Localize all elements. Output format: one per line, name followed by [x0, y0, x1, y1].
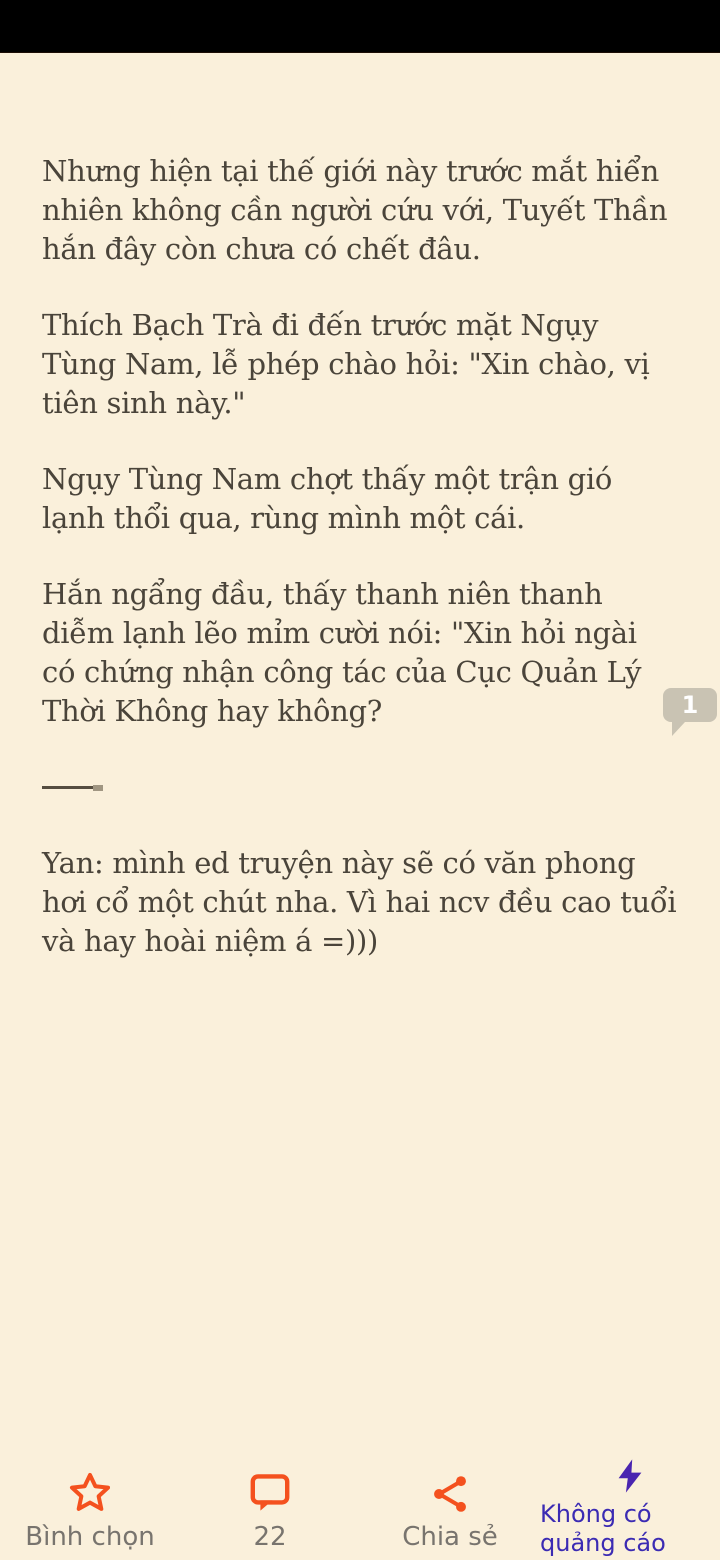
story-paragraph: Yan: mình ed truyện này sẽ có văn phong hơi cổ một chút nha. Vì hai ncv đều cao tuổi và hay hoài niệm á =)))	[42, 846, 677, 958]
section-divider	[42, 768, 678, 807]
no-ads-label: Không có quảng cáo	[540, 1500, 666, 1557]
share-label: Chia sẻ	[402, 1522, 498, 1552]
story-paragraph: Thích Bạch Trà đi đến trước mặt Ngụy Tùng Nam, lễ phép chào hỏi: "Xin chào, vị tiên sinh này."	[42, 308, 650, 420]
comment-count: 22	[253, 1522, 287, 1552]
story-paragraph: Nhưng hiện tại thế giới này trước mắt hiển nhiên không cần người cứu với, Tuyết Thần hắn đây còn chưa có chết đâu.	[42, 154, 668, 266]
vote-button[interactable]	[0, 1470, 180, 1560]
share-icon	[428, 1472, 472, 1516]
story-paragraph: Ngụy Tùng Nam chợt thấy một trận gió lạnh thổi qua, rùng mình một cái.	[42, 462, 613, 535]
story-content	[0, 52, 720, 998]
bottom-toolbar	[0, 1440, 720, 1560]
section-divider-line	[42, 786, 94, 789]
no-ads-button[interactable]	[540, 1457, 720, 1560]
lightning-bolt-icon	[611, 1457, 649, 1495]
comment-bubble-icon	[246, 1468, 294, 1516]
comments-button[interactable]	[180, 1468, 360, 1560]
status-bar	[0, 0, 720, 53]
inline-comment-badge[interactable]	[663, 688, 717, 722]
section-divider-cap	[93, 785, 103, 791]
vote-label: Bình chọn	[25, 1522, 155, 1552]
share-button[interactable]	[360, 1472, 540, 1560]
inline-comment-count: 1	[681, 691, 699, 719]
star-icon	[67, 1470, 113, 1516]
story-paragraph: Hắn ngẩng đầu, thấy thanh niên thanh diễm lạnh lẽo mỉm cười nói: "Xin hỏi ngài có chứng nhận công tác của Cục Quản Lý Thời Không hay không?	[42, 577, 642, 728]
